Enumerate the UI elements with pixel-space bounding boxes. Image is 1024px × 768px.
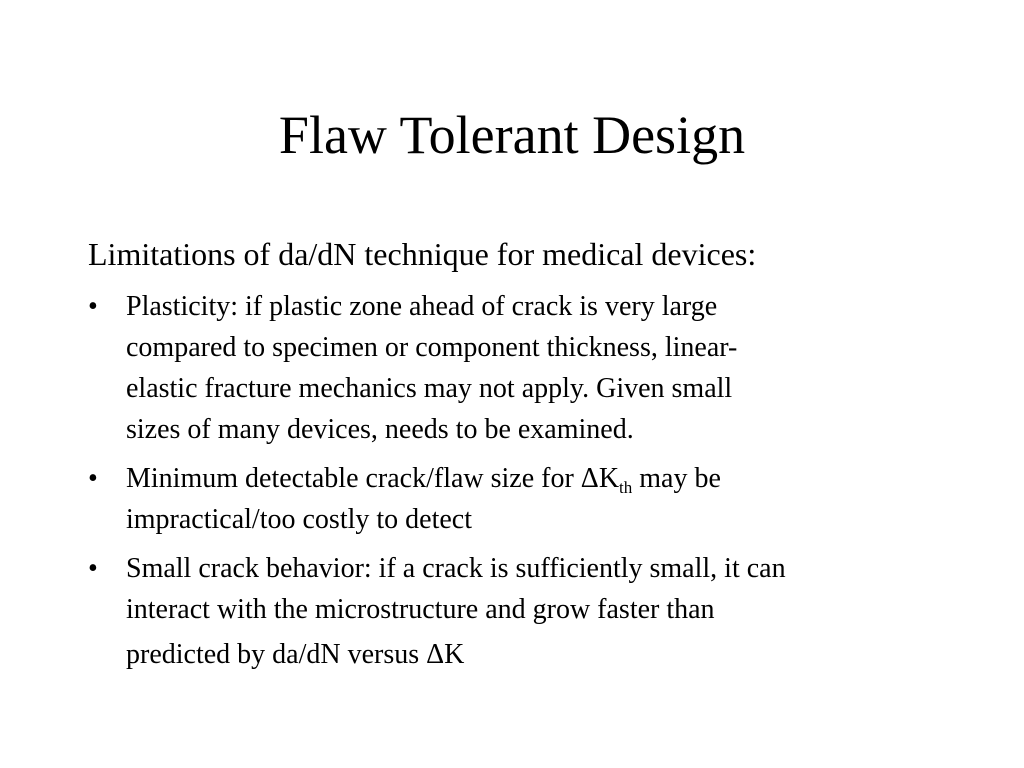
bullet-text-line: impractical/too costly to detect (126, 504, 472, 535)
slide-title: Flaw Tolerant Design (278, 105, 746, 165)
bullet-min-detectable-crack (88, 458, 948, 540)
bullet-text-line: Small crack behavior: if a crack is sufficiently small, it can (126, 553, 786, 584)
bullet-text-segment: Minimum detectable crack/flaw size for ΔK (126, 463, 620, 494)
intro-text: Limitations of da/dN technique for medical devices: (88, 236, 757, 272)
bullet-text-line: predicted by da/dN versus ΔK (126, 639, 465, 670)
delta-k-subscript: th (619, 478, 633, 497)
bullet-text-line: Plasticity: if plastic zone ahead of crack is very large (126, 291, 718, 322)
bullet-marker: • (88, 553, 98, 584)
bullet-text-line: compared to specimen or component thickness, linear- (126, 332, 738, 363)
bullet-marker: • (88, 291, 98, 322)
bullet-small-crack-behavior (88, 548, 948, 680)
bullet-marker: • (88, 463, 98, 494)
bullet-text-line: interact with the microstructure and grow faster than (126, 594, 715, 625)
bullet-plasticity (88, 286, 948, 450)
bullet-text-line: sizes of many devices, needs to be examined. (126, 414, 634, 445)
bullet-text-line: elastic fracture mechanics may not apply. Given small (126, 373, 733, 404)
bullet-list (88, 286, 948, 688)
bullet-text-segment: may be (632, 463, 721, 494)
bullet-text-line (126, 458, 948, 499)
